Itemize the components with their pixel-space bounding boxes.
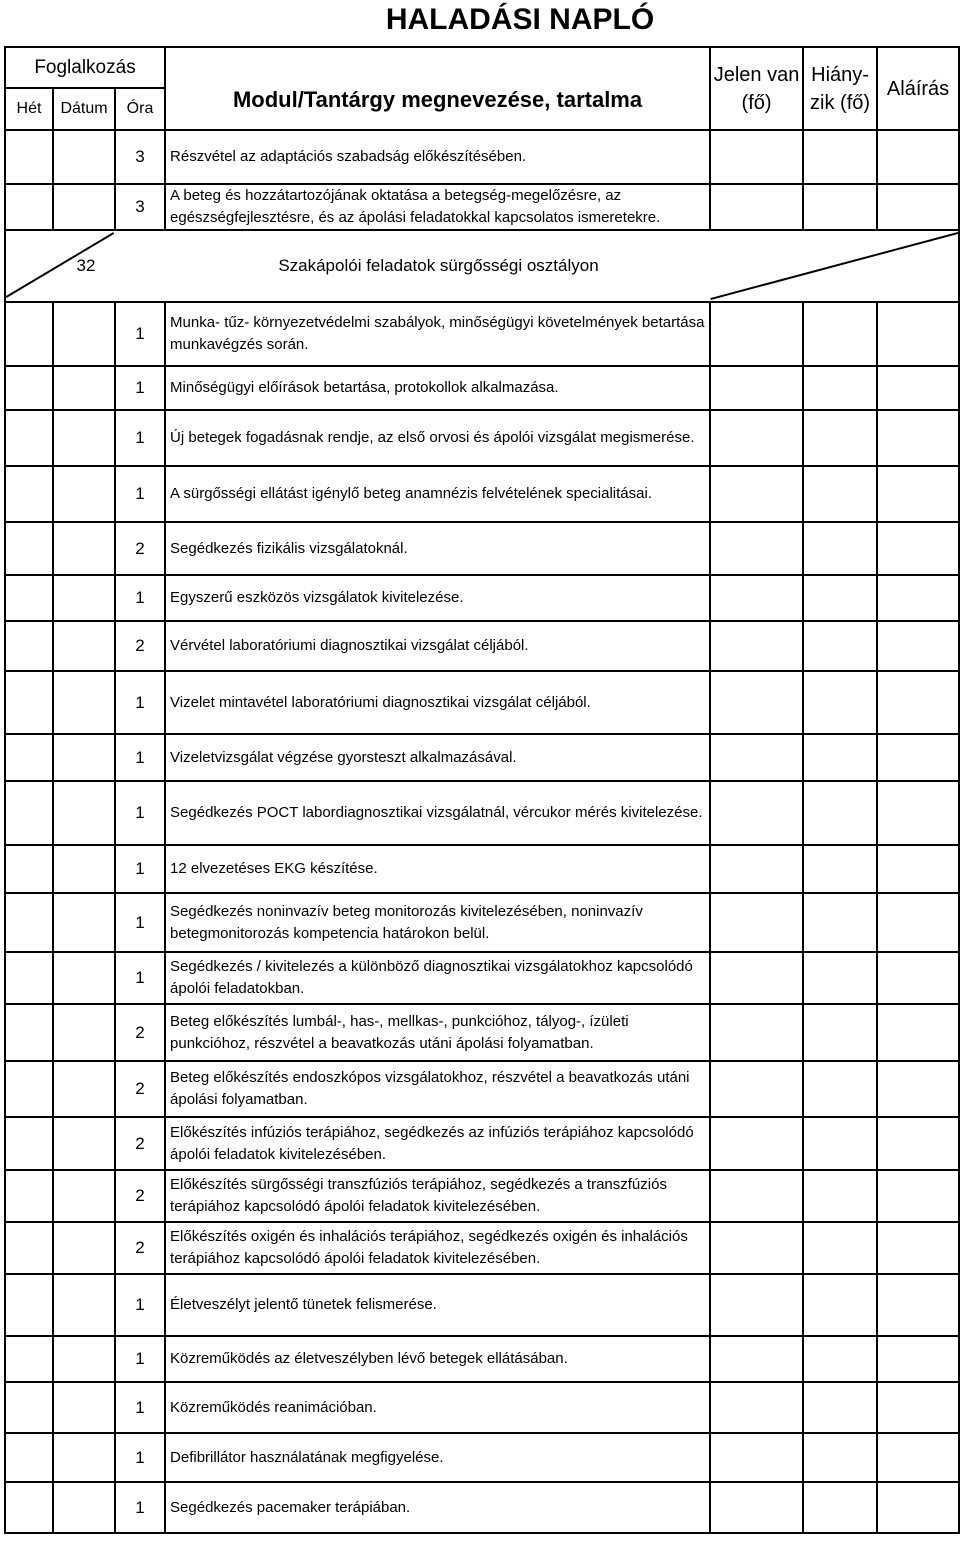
cell-hianyzik (803, 1117, 877, 1170)
cell-alairas (877, 1274, 959, 1336)
cell-datum (53, 1222, 115, 1274)
cell-jelen-van (710, 1170, 803, 1222)
cell-topic (165, 621, 710, 671)
header-foglalkozas: Foglalkozás (5, 47, 165, 88)
hours-value: 1 (135, 747, 145, 767)
cell-datum (53, 952, 115, 1004)
header-alairas: Aláírás (877, 47, 959, 130)
cell-datum (53, 893, 115, 952)
cell-ora (115, 522, 165, 575)
cell-hianyzik (803, 575, 877, 621)
cell-datum (53, 671, 115, 734)
cell-datum (53, 466, 115, 522)
hours-value: 1 (135, 1397, 145, 1417)
cell-hianyzik (803, 734, 877, 781)
table-row (5, 1004, 959, 1061)
cell-het (5, 1382, 53, 1433)
topic-text: Közreműködés reanimációban. (170, 1398, 377, 1416)
cell-ora (115, 366, 165, 410)
cell-jelen-van (710, 130, 803, 184)
progress-log-table (4, 46, 960, 1534)
cell-hianyzik (803, 893, 877, 952)
table-row (5, 734, 959, 781)
cell-alairas (877, 410, 959, 466)
cell-hianyzik (803, 302, 877, 366)
table-row (5, 302, 959, 366)
cell-jelen-van (710, 621, 803, 671)
header-het: Hét (5, 88, 53, 130)
hours-value: 1 (135, 1349, 145, 1368)
topic-text: Életveszélyt jelentő tünetek felismerése. (170, 1296, 437, 1313)
cell-ora (115, 1061, 165, 1117)
cell-datum (53, 1274, 115, 1336)
table-row (5, 522, 959, 575)
cell-datum (53, 845, 115, 893)
topic-text: Vizelet mintavétel laboratóriumi diagnosztikai vizsgálat céljából. (170, 693, 591, 711)
cell-topic (165, 130, 710, 184)
cell-topic (165, 466, 710, 522)
cell-topic (165, 1117, 710, 1170)
cell-datum (53, 130, 115, 184)
cell-ora (115, 1170, 165, 1222)
cell-het (5, 522, 53, 575)
table-row (5, 466, 959, 522)
cell-hianyzik (803, 1382, 877, 1433)
cell-datum (53, 1004, 115, 1061)
header-hianyzik (803, 47, 877, 130)
cell-datum (53, 410, 115, 466)
cell-het (5, 1004, 53, 1061)
table-row (5, 1274, 959, 1336)
cell-ora (115, 671, 165, 734)
cell-hianyzik (803, 621, 877, 671)
cell-hianyzik (803, 952, 877, 1004)
cell-topic (165, 952, 710, 1004)
cell-hianyzik (803, 466, 877, 522)
topic-text: Közreműködés az életveszélyben lévő betegek ellátásában. (170, 1350, 568, 1367)
cell-alairas (877, 734, 959, 781)
cell-alairas (877, 1433, 959, 1482)
cell-hianyzik (803, 410, 877, 466)
cell-alairas (877, 1117, 959, 1170)
cell-hianyzik (803, 522, 877, 575)
hours-value: 1 (135, 1497, 145, 1517)
header-jelen-van-line1: Jelen van (713, 63, 800, 86)
hours-value: 1 (135, 859, 145, 878)
cell-topic (165, 1382, 710, 1433)
cell-ora (115, 410, 165, 466)
header-jelen-van (710, 47, 803, 130)
cell-alairas (877, 671, 959, 734)
hours-value: 1 (135, 484, 145, 503)
cell-het (5, 671, 53, 734)
topic-text: Segédkezés fizikális vizsgálatoknál. (170, 539, 408, 557)
header-ora: Óra (115, 88, 165, 130)
cell-ora (115, 575, 165, 621)
cell-topic (165, 302, 710, 366)
cell-alairas (877, 781, 959, 845)
cell-het (5, 466, 53, 522)
cell-ora (115, 1382, 165, 1433)
topic-text: Részvétel az adaptációs szabadság előkészítésében. (170, 148, 527, 165)
cell-hianyzik (803, 184, 877, 230)
hours-value: 1 (135, 692, 145, 712)
cell-hianyzik (803, 1482, 877, 1533)
cell-topic (165, 1274, 710, 1336)
page-title: HALADÁSI NAPLÓ (385, 3, 655, 36)
cell-alairas (877, 466, 959, 522)
cell-ora (115, 1336, 165, 1382)
cell-ora (115, 1222, 165, 1274)
cell-ora (115, 893, 165, 952)
cell-ora (115, 1482, 165, 1533)
table-row (5, 621, 959, 671)
cell-alairas (877, 1222, 959, 1274)
section-title: Szakápolói feladatok sürgősségi osztályon (278, 256, 599, 275)
table-row (5, 893, 959, 952)
cell-datum (53, 1433, 115, 1482)
table-row (5, 845, 959, 893)
cell-datum (53, 575, 115, 621)
cell-topic (165, 1482, 710, 1533)
hours-value: 2 (135, 1186, 145, 1205)
cell-topic (165, 410, 710, 466)
cell-hianyzik (803, 845, 877, 893)
hours-value: 3 (135, 147, 145, 166)
cell-hianyzik (803, 1061, 877, 1117)
cell-ora (115, 621, 165, 671)
cell-het (5, 952, 53, 1004)
cell-hianyzik (803, 1004, 877, 1061)
cell-jelen-van (710, 302, 803, 366)
cell-jelen-van (710, 410, 803, 466)
topic-text: Vérvétel laboratóriumi diagnosztikai vizsgálat céljából. (170, 637, 529, 654)
hours-value: 1 (135, 1447, 145, 1467)
cell-jelen-van (710, 1117, 803, 1170)
cell-hianyzik (803, 1222, 877, 1274)
cell-ora (115, 845, 165, 893)
cell-jelen-van (710, 575, 803, 621)
cell-alairas (877, 1336, 959, 1382)
cell-jelen-van (710, 1222, 803, 1274)
cell-alairas (877, 522, 959, 575)
table-row (5, 1061, 959, 1117)
cell-het (5, 1222, 53, 1274)
cell-datum (53, 184, 115, 230)
cell-alairas (877, 1061, 959, 1117)
topic-text: Új betegek fogadásnak rendje, az első orvosi és ápolói vizsgálat megismerése. (170, 429, 695, 446)
section-hours: 32 (76, 256, 96, 275)
cell-datum (53, 1336, 115, 1382)
cell-ora (115, 184, 165, 230)
cell-datum (53, 734, 115, 781)
cell-het (5, 1274, 53, 1336)
cell-jelen-van (710, 184, 803, 230)
cell-ora (115, 734, 165, 781)
cell-topic (165, 1222, 710, 1274)
cell-topic (165, 1433, 710, 1482)
header-hianyzik-line1: Hiány- (811, 63, 869, 86)
cell-jelen-van (710, 781, 803, 845)
table-row (5, 1482, 959, 1533)
section-cell (5, 230, 959, 302)
cell-datum (53, 522, 115, 575)
cell-het (5, 893, 53, 952)
topic-text: Segédkezés / kivitelezés a különböző diagnosztikai vizsgálatokhoz kapcsolódó ápolói feladatokban. (170, 958, 693, 997)
table-row (5, 1433, 959, 1482)
cell-alairas (877, 845, 959, 893)
topic-text: Beteg előkészítés lumbál-, has-, mellkas-, punkcióhoz, tályog-, ízületi punkcióhoz, részvétel a beavatkozás utáni ápolási folyamatban. (170, 1012, 629, 1052)
cell-topic (165, 671, 710, 734)
topic-text: Segédkezés pacemaker terápiában. (170, 1498, 411, 1516)
cell-het (5, 575, 53, 621)
hours-value: 1 (135, 968, 145, 987)
cell-topic (165, 781, 710, 845)
cell-datum (53, 302, 115, 366)
header-datum: Dátum (53, 88, 115, 130)
cell-hianyzik (803, 671, 877, 734)
cell-het (5, 781, 53, 845)
cell-hianyzik (803, 781, 877, 845)
cell-alairas (877, 621, 959, 671)
cell-ora (115, 1117, 165, 1170)
table-row (5, 1222, 959, 1274)
cell-hianyzik (803, 366, 877, 410)
cell-ora (115, 1433, 165, 1482)
cell-datum (53, 1170, 115, 1222)
cell-topic (165, 1336, 710, 1382)
cell-alairas (877, 366, 959, 410)
cell-het (5, 366, 53, 410)
cell-ora (115, 781, 165, 845)
header-modul: Modul/Tantárgy megnevezése, tartalma (165, 47, 710, 130)
cell-topic (165, 734, 710, 781)
cell-jelen-van (710, 1004, 803, 1061)
cell-jelen-van (710, 1336, 803, 1382)
cell-topic (165, 845, 710, 893)
topic-text: Előkészítés oxigén és inhalációs terápiához, segédkezés oxigén és inhalációs terápiához kapcsolódó ápolói feladatok kivitelezésében. (170, 1228, 688, 1267)
cell-jelen-van (710, 952, 803, 1004)
cell-ora (115, 466, 165, 522)
hours-value: 2 (135, 636, 145, 655)
cell-datum (53, 1482, 115, 1533)
cell-topic (165, 366, 710, 410)
cell-jelen-van (710, 522, 803, 575)
cell-topic (165, 893, 710, 952)
table-row (5, 1382, 959, 1433)
cell-topic (165, 522, 710, 575)
table-row (5, 130, 959, 184)
cell-hianyzik (803, 130, 877, 184)
table-row (5, 1117, 959, 1170)
cell-jelen-van (710, 1061, 803, 1117)
section-row (5, 230, 959, 302)
hours-value: 2 (135, 1079, 145, 1098)
table-row (5, 952, 959, 1004)
cell-jelen-van (710, 893, 803, 952)
hours-value: 1 (135, 1295, 145, 1314)
cell-alairas (877, 1482, 959, 1533)
table-row (5, 781, 959, 845)
table-row (5, 410, 959, 466)
cell-jelen-van (710, 1382, 803, 1433)
topic-text: Beteg előkészítés endoszkópos vizsgálatokhoz, részvétel a beavatkozás utáni ápolási folyamatban. (170, 1069, 690, 1108)
cell-het (5, 1482, 53, 1533)
cell-hianyzik (803, 1274, 877, 1336)
topic-text: Segédkezés POCT labordiagnosztikai vizsgálatnál, vércukor mérés kivitelezése. (170, 804, 703, 821)
topic-text: Előkészítés infúziós terápiához, segédkezés az infúziós terápiához kapcsolódó ápolói feladatok kivitelezésében. (170, 1123, 694, 1163)
cell-het (5, 1433, 53, 1482)
cell-datum (53, 366, 115, 410)
cell-jelen-van (710, 845, 803, 893)
topic-text: A sürgősségi ellátást igénylő beteg anamnézis felvételének specialitásai. (170, 485, 652, 502)
hours-value: 3 (135, 197, 145, 216)
cell-alairas (877, 302, 959, 366)
hours-value: 2 (135, 1022, 145, 1042)
cell-jelen-van (710, 1433, 803, 1482)
table-row (5, 671, 959, 734)
cell-datum (53, 621, 115, 671)
topic-text: Vizeletvizsgálat végzése gyorsteszt alkalmazásával. (170, 748, 517, 766)
hours-value: 1 (135, 588, 145, 607)
cell-datum (53, 1061, 115, 1117)
cell-topic (165, 575, 710, 621)
topic-text: Segédkezés noninvazív beteg monitorozás kivitelezésében, noninvazív betegmonitorozás kompetencia határokon belül. (170, 902, 643, 942)
cell-het (5, 1061, 53, 1117)
cell-ora (115, 130, 165, 184)
cell-alairas (877, 575, 959, 621)
cell-topic (165, 184, 710, 230)
cell-topic (165, 1170, 710, 1222)
topic-text: 12 elvezetéses EKG készítése. (170, 860, 378, 877)
cell-datum (53, 1382, 115, 1433)
cell-hianyzik (803, 1336, 877, 1382)
topic-text: Munka- tűz- környezetvédelmi szabályok, minőségügyi követelmények betartása munkavégzés során. (170, 314, 705, 353)
cell-jelen-van (710, 734, 803, 781)
cell-datum (53, 1117, 115, 1170)
hours-value: 1 (135, 912, 145, 932)
cell-het (5, 1170, 53, 1222)
hours-value: 1 (135, 378, 145, 397)
header-hianyzik-line2: zik (fő) (810, 91, 871, 114)
cell-het (5, 845, 53, 893)
cell-alairas (877, 184, 959, 230)
table-row (5, 575, 959, 621)
cell-hianyzik (803, 1170, 877, 1222)
cell-jelen-van (710, 366, 803, 410)
cell-topic (165, 1061, 710, 1117)
cell-ora (115, 1004, 165, 1061)
cell-het (5, 1336, 53, 1382)
hours-value: 1 (135, 428, 145, 447)
cell-jelen-van (710, 1274, 803, 1336)
cell-het (5, 184, 53, 230)
hours-value: 1 (135, 324, 145, 343)
cell-alairas (877, 130, 959, 184)
cell-het (5, 1117, 53, 1170)
topic-text: Előkészítés sürgősségi transzfúziós terápiához, segédkezés a transzfúziós terápiához kapcsolódó ápolói feladatok kivitelezésében. (170, 1176, 667, 1215)
topic-text: Defibrillátor használatának megfigyelése. (170, 1448, 444, 1466)
cell-jelen-van (710, 671, 803, 734)
cell-ora (115, 302, 165, 366)
cell-ora (115, 1274, 165, 1336)
topic-text: Egyszerű eszközös vizsgálatok kivitelezése. (170, 589, 464, 606)
cell-topic (165, 1004, 710, 1061)
header-jelen-van-line2: (fő) (741, 91, 772, 114)
cell-jelen-van (710, 1482, 803, 1533)
table-row (5, 1336, 959, 1382)
cell-het (5, 410, 53, 466)
topic-text: A beteg és hozzátartozójának oktatása a betegség-megelőzésre, az egészségfejlesztésre, és az ápolási feladatokkal kapcsolatos ismeretekre. (170, 187, 661, 226)
cell-datum (53, 781, 115, 845)
cell-het (5, 130, 53, 184)
cell-ora (115, 952, 165, 1004)
hours-value: 1 (135, 803, 145, 822)
cell-alairas (877, 952, 959, 1004)
hours-value: 2 (135, 1133, 145, 1153)
cell-het (5, 734, 53, 781)
cell-hianyzik (803, 1433, 877, 1482)
topic-text: Minőségügyi előírások betartása, protokollok alkalmazása. (170, 379, 559, 396)
cell-het (5, 302, 53, 366)
hours-value: 2 (135, 538, 145, 558)
cell-het (5, 621, 53, 671)
cell-alairas (877, 893, 959, 952)
table-row (5, 366, 959, 410)
table-row (5, 184, 959, 230)
hours-value: 2 (135, 1238, 145, 1257)
cell-alairas (877, 1004, 959, 1061)
cell-jelen-van (710, 466, 803, 522)
table-row (5, 1170, 959, 1222)
cell-alairas (877, 1382, 959, 1433)
cell-alairas (877, 1170, 959, 1222)
